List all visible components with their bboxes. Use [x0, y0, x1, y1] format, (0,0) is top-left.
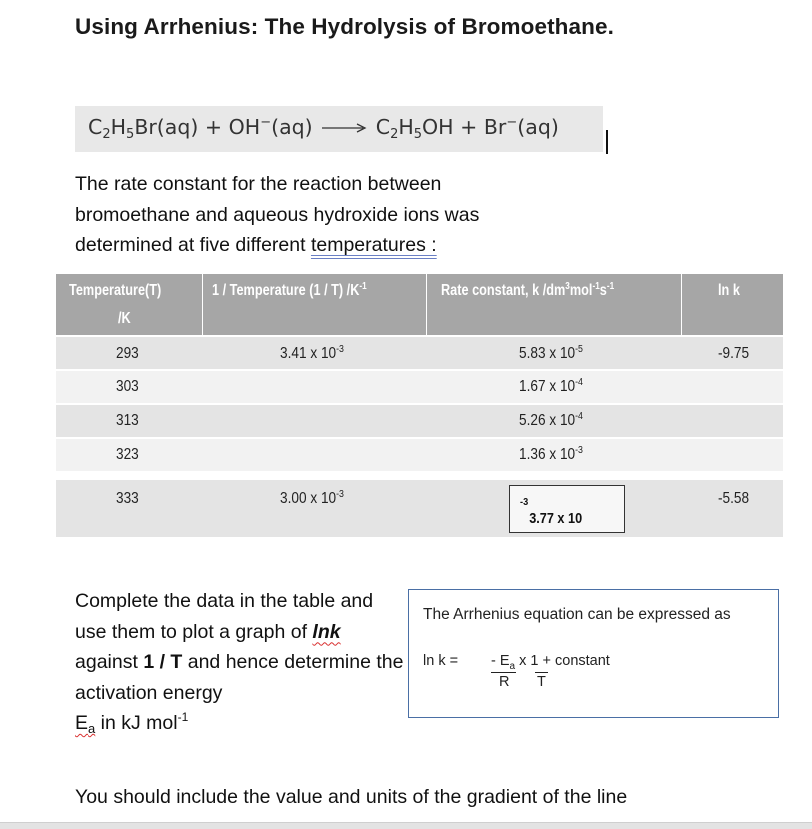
column-divider — [202, 274, 203, 335]
header-temperature-unit: /K — [118, 310, 131, 327]
eq-state: (aq) — [271, 115, 313, 139]
reaction-equation — [75, 106, 603, 152]
eq-plus: + — [460, 115, 478, 139]
header-inverse-temperature — [212, 282, 367, 300]
cell-inverse — [280, 345, 344, 363]
instr-ea — [75, 712, 95, 734]
eq-br: Br(aq) — [134, 115, 199, 139]
eq-c: C — [375, 115, 391, 139]
cell-base: 3.41 x 10 — [280, 345, 337, 362]
header-rate-constant — [441, 282, 614, 300]
eq-c: C — [88, 115, 103, 139]
arrhenius-numerator — [491, 653, 610, 672]
instr-sub: a — [88, 721, 96, 736]
column-divider — [681, 274, 682, 335]
cell-inverse — [280, 490, 344, 508]
frac-num2: 1 — [530, 653, 539, 669]
cell-rate — [519, 345, 583, 363]
eq-plus: + — [204, 115, 223, 139]
frac-tail: + constant — [542, 653, 610, 669]
table-row — [56, 405, 783, 437]
instr-text: Complete the data in the table and use them to plot a graph of — [75, 590, 374, 643]
data-table — [56, 274, 783, 537]
arrhenius-denominator-r: R — [499, 674, 510, 690]
cell-exp: -3 — [575, 445, 583, 456]
header-rate-text: Rate constant, k /dm — [441, 282, 566, 299]
instr-text: in kJ mol — [95, 712, 178, 734]
arrhenius-title: The Arrhenius equation can be expressed as — [423, 606, 731, 623]
eq-h: H — [398, 115, 414, 139]
eq-br: Br — [483, 115, 507, 139]
frac-num1: - E — [491, 653, 510, 669]
arrhenius-denominator-t: T — [537, 674, 546, 690]
eq-charge: − — [260, 115, 272, 130]
eq-state: (aq) — [517, 115, 559, 139]
instructions-paragraph — [75, 586, 405, 739]
table-row — [56, 371, 783, 403]
fraction-bar — [491, 672, 516, 673]
fraction-bar — [535, 672, 548, 673]
frac-times: x — [519, 653, 527, 669]
arrhenius-equation-box — [408, 589, 779, 718]
cell-exp: -5 — [575, 344, 583, 355]
text-cursor — [606, 130, 608, 154]
eq-sub: 5 — [126, 127, 135, 142]
intro-paragraph — [75, 169, 545, 261]
column-divider — [426, 274, 427, 335]
cell-lnk: -9.75 — [718, 345, 750, 362]
eq-oh: OH — [228, 115, 261, 139]
eq-sub: 2 — [102, 127, 111, 142]
cell-base: 3.00 x 10 — [280, 490, 337, 507]
eq-h: H — [110, 115, 127, 139]
highlighted-rate-cell — [509, 485, 625, 533]
cell-base: 5.26 x 10 — [519, 412, 576, 429]
cell-temperature: 323 — [116, 446, 139, 463]
eq-sub: 2 — [390, 127, 399, 142]
instr-e: E — [75, 712, 89, 734]
header-lnk: ln k — [718, 282, 740, 299]
page-title: Using Arrhenius: The Hydrolysis of Bromoethane. — [75, 14, 614, 39]
header-sup: -1 — [592, 281, 600, 292]
header-temperature: Temperature(T) — [69, 282, 162, 299]
intro-text: The rate constant for the reaction between bromoethane and aqueous hydroxide ions was determined at five different — [75, 173, 480, 256]
footer-note: You should include the value and units of the gradient of the line — [75, 786, 628, 808]
frac-sub: a — [509, 660, 516, 672]
table-row — [56, 480, 783, 537]
cell-exp: -3 — [520, 497, 529, 508]
table-row — [56, 337, 783, 369]
header-sup: -1 — [359, 281, 367, 292]
cell-rate — [519, 378, 583, 396]
cell-rate — [519, 412, 583, 430]
cell-exp: -3 — [336, 489, 344, 500]
cell-temperature: 333 — [116, 490, 139, 507]
cell-base: 1.36 x 10 — [519, 446, 576, 463]
header-inverse-text: 1 / Temperature (1 / T) /K — [212, 282, 360, 299]
cell-temperature: 303 — [116, 378, 139, 395]
instr-bold: 1 / T — [143, 651, 183, 673]
eq-charge: − — [506, 115, 518, 130]
instr-sup: -1 — [177, 710, 189, 724]
arrhenius-lhs: ln k = — [423, 653, 459, 669]
cell-temperature: 293 — [116, 345, 139, 362]
cell-exp: -3 — [336, 344, 344, 355]
instr-lnk: lnk — [312, 620, 341, 643]
instr-text: and hence determine the activation energy — [75, 651, 404, 704]
header-rate-s: s — [599, 282, 607, 299]
instr-text: against — [75, 651, 144, 673]
cell-base: 3.77 x 10 — [529, 510, 583, 527]
header-rate-mol: mol — [569, 282, 593, 299]
reaction-arrow-icon — [321, 122, 367, 134]
cell-exp: -4 — [575, 377, 583, 388]
header-sup: 3 — [565, 281, 570, 292]
table-header — [56, 274, 783, 335]
cell-exp: -4 — [575, 411, 583, 422]
cell-temperature: 313 — [116, 412, 139, 429]
cell-rate — [519, 446, 583, 464]
intro-underlined: temperatures : — [310, 234, 437, 256]
cell-lnk: -5.58 — [718, 490, 750, 507]
cell-rate — [520, 497, 583, 527]
cell-base: 5.83 x 10 — [519, 345, 576, 362]
eq-oh: OH — [422, 115, 454, 139]
header-sup: -1 — [606, 281, 615, 292]
cell-base: 1.67 x 10 — [519, 378, 576, 395]
equation-text — [88, 115, 559, 142]
table-row — [56, 439, 783, 471]
eq-sub: 5 — [413, 127, 423, 142]
